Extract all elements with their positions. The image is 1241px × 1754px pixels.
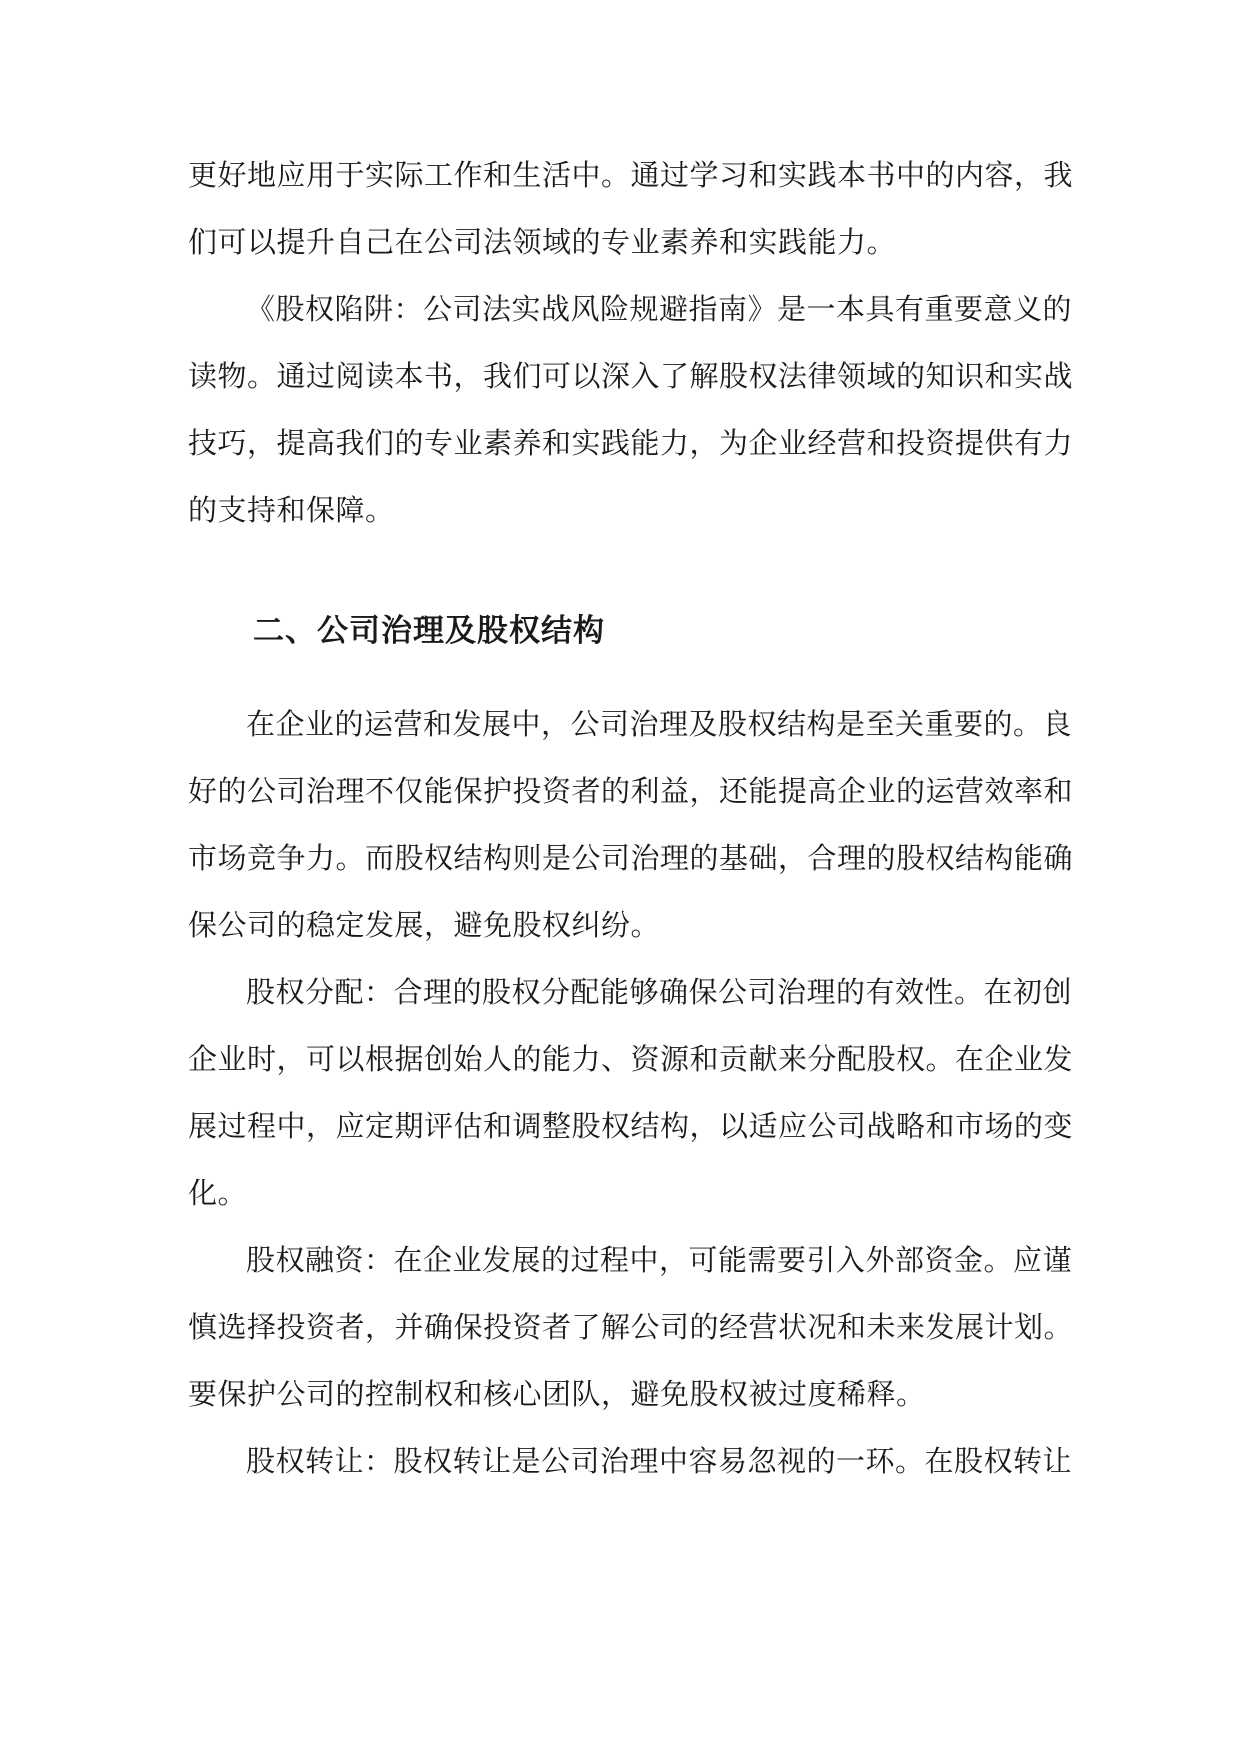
paragraph-line: 股权分配：合理的股权分配能够确保公司治理的有效性。在初创 (246, 975, 1073, 1009)
paragraph-line: 更好地应用于实际工作和生活中。通过学习和实践本书中的内容，我 (188, 158, 1074, 192)
paragraph-line: 保公司的稳定发展，避免股权纠纷。 (188, 908, 661, 942)
paragraph-line: 好的公司治理不仅能保护投资者的利益，还能提高企业的运营效率和 (188, 774, 1074, 808)
paragraph-line: 化。 (188, 1176, 248, 1210)
section-body (188, 691, 1074, 1495)
section-heading: 二、公司治理及股权结构 (253, 613, 605, 649)
paragraph-line: 企业时，可以根据创始人的能力、资源和贡献来分配股权。在企业发 (188, 1042, 1074, 1076)
paragraph (188, 959, 1074, 1227)
paragraph-line: 股权融资：在企业发展的过程中，可能需要引入外部资金。应谨 (246, 1243, 1073, 1277)
paragraph-line: 展过程中，应定期评估和调整股权结构，以适应公司战略和市场的变 (188, 1109, 1074, 1143)
paragraph-line: 读物。通过阅读本书，我们可以深入了解股权法律领域的知识和实战 (188, 359, 1074, 393)
paragraph-line: 慎选择投资者，并确保投资者了解公司的经营状况和未来发展计划。 (188, 1310, 1074, 1344)
intro-section (188, 142, 1074, 544)
document-body (188, 142, 1074, 1495)
paragraph (188, 1428, 1073, 1495)
paragraph (188, 142, 1074, 276)
paragraph-line: 市场竞争力。而股权结构则是公司治理的基础，合理的股权结构能确 (188, 841, 1074, 875)
paragraph-line: 技巧，提高我们的专业素养和实践能力，为企业经营和投资提供有力 (188, 426, 1074, 460)
paragraph-line: 要保护公司的控制权和核心团队，避免股权被过度稀释。 (188, 1377, 926, 1411)
paragraph (188, 1227, 1074, 1428)
paragraph (188, 276, 1074, 544)
paragraph-line: 《股权陷阱：公司法实战风险规避指南》是一本具有重要意义的 (246, 292, 1073, 326)
paragraph-line: 的支持和保障。 (188, 493, 395, 527)
paragraph (188, 691, 1074, 959)
paragraph-line: 在企业的运营和发展中，公司治理及股权结构是至关重要的。良 (246, 707, 1073, 741)
paragraph-line: 股权转让：股权转让是公司治理中容易忽视的一环。在股权转让 (246, 1444, 1073, 1478)
paragraph-line: 们可以提升自己在公司法领域的专业素养和实践能力。 (188, 225, 897, 259)
